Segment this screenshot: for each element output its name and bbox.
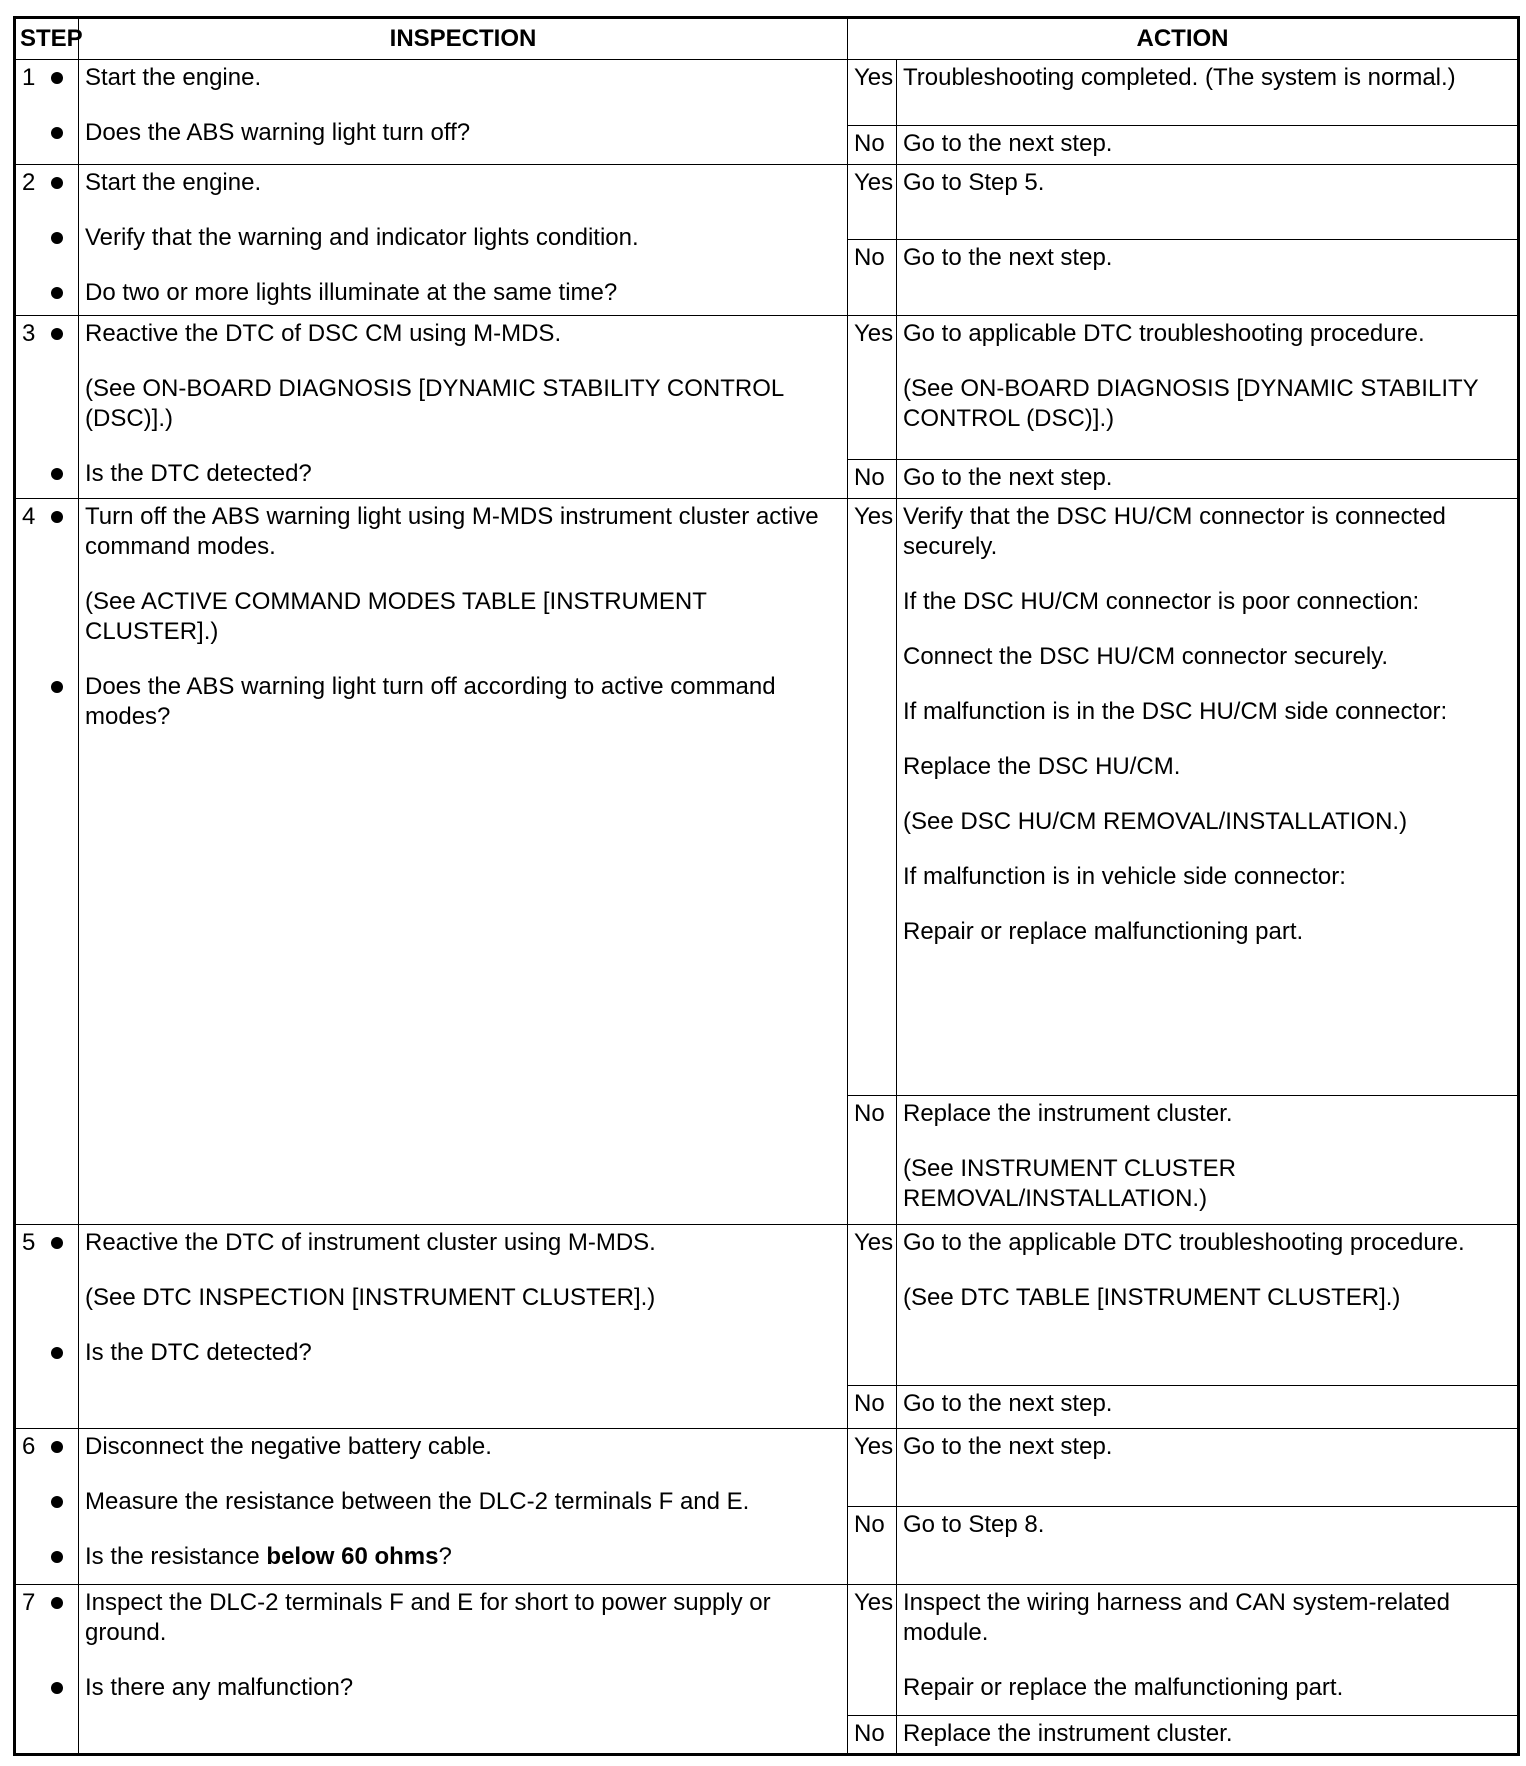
inspection-cell [79, 1429, 848, 1585]
yes-action: Troubleshooting completed. (The system is normal.) [897, 60, 1519, 126]
step-number: 7 [15, 1585, 79, 1755]
no-label: No [848, 240, 897, 315]
no-label: No [848, 1507, 897, 1585]
bullet-icon [51, 287, 63, 299]
no-label: No [848, 1386, 897, 1429]
table-row [15, 315, 1519, 460]
list-item: Does the ABS warning light turn off according to active command modes? [85, 672, 841, 732]
bullet-icon [51, 72, 63, 84]
list-item: Measure the resistance between the DLC-2 terminals F and E. [85, 1487, 841, 1517]
threshold-value: below 60 ohms [266, 1543, 439, 1571]
list-item: Inspect the DLC-2 terminals F and E for short to power supply or ground. [85, 1588, 841, 1648]
list-item: Verify that the warning and indicator lights condition. [85, 223, 841, 253]
list-item: Start the engine. [85, 168, 841, 198]
table-row [15, 499, 1519, 1095]
no-action: Go to the next step. [897, 460, 1519, 499]
list-item: Is there any malfunction? [85, 1673, 841, 1703]
yes-action: Go to applicable DTC troubleshooting procedure. (See ON-BOARD DIAGNOSIS [DYNAMIC STABILITY CONTROL (DSC)].) [897, 315, 1519, 460]
step-number: 3 [15, 315, 79, 499]
list-item: Reactive the DTC of instrument cluster using M-MDS. [85, 1228, 841, 1258]
yes-action: Go to Step 5. [897, 164, 1519, 239]
step-number: 4 [15, 499, 79, 1225]
bullet-icon [51, 468, 63, 480]
yes-action: Go to the next step. [897, 1429, 1519, 1507]
yes-action: Verify that the DSC HU/CM connector is connected securely. If the DSC HU/CM connector is poor connection: Connect the DSC HU/CM connector securely. If malfunction is in the DSC HU/CM side connector: Replace the DSC HU/CM. (See DSC HU/CM REMOVAL/INSTALLATION.) If malfunction is in vehicle side connector: Repair or replace malfunctioning part. [897, 499, 1519, 1095]
inspection-cell [79, 315, 848, 499]
step-number: 1 [15, 60, 79, 165]
bullet-icon [51, 177, 63, 189]
reference-note: (See DTC INSPECTION [INSTRUMENT CLUSTER].) [85, 1284, 656, 1312]
list-item: Start the engine. [85, 63, 841, 93]
bullet-icon [51, 232, 63, 244]
reference-note: (See ON-BOARD DIAGNOSIS [DYNAMIC STABILITY CONTROL (DSC)].) [85, 374, 784, 432]
reference-note: (See ACTIVE COMMAND MODES TABLE [INSTRUMENT CLUSTER].) [85, 588, 707, 646]
yes-label: Yes [848, 60, 897, 126]
no-action: Go to the next step. [897, 125, 1519, 164]
inspection-header: INSPECTION [79, 18, 848, 60]
list-item: Does the ABS warning light turn off? [85, 118, 841, 148]
list-item: Is the resistance below 60 ohms? [85, 1542, 841, 1572]
no-action: Go to the next step. [897, 1386, 1519, 1429]
yes-label: Yes [848, 499, 897, 1095]
no-action: Replace the instrument cluster. [897, 1715, 1519, 1754]
table-row [15, 1585, 1519, 1715]
no-action: Go to Step 8. [897, 1507, 1519, 1585]
inspection-cell [79, 1585, 848, 1755]
no-label: No [848, 460, 897, 499]
no-action: Go to the next step. [897, 240, 1519, 315]
no-label: No [848, 1715, 897, 1754]
bullet-icon [51, 127, 63, 139]
list-item: Disconnect the negative battery cable. [85, 1432, 841, 1462]
no-label: No [848, 125, 897, 164]
table-row [15, 1225, 1519, 1386]
bullet-icon [51, 328, 63, 340]
no-label: No [848, 1095, 897, 1224]
list-item: Do two or more lights illuminate at the same time? [85, 278, 841, 308]
list-item: Is the DTC detected? [85, 459, 841, 489]
yes-label: Yes [848, 315, 897, 460]
yes-label: Yes [848, 164, 897, 239]
action-header: ACTION [848, 18, 1519, 60]
inspection-cell [79, 1225, 848, 1429]
yes-action: Go to the applicable DTC troubleshooting procedure. (See DTC TABLE [INSTRUMENT CLUSTER].) [897, 1225, 1519, 1386]
list-item: Is the DTC detected? [85, 1338, 841, 1368]
table-row [15, 1429, 1519, 1507]
step-number: 5 [15, 1225, 79, 1429]
yes-label: Yes [848, 1585, 897, 1715]
yes-action: Inspect the wiring harness and CAN system-related module. Repair or replace the malfunctioning part. [897, 1585, 1519, 1715]
step-number: 2 [15, 164, 79, 315]
troubleshooting-table [13, 16, 1520, 1756]
step-number: 6 [15, 1429, 79, 1585]
inspection-cell [79, 164, 848, 315]
table-row [15, 60, 1519, 126]
inspection-cell [79, 60, 848, 165]
no-action: Replace the instrument cluster. (See INSTRUMENT CLUSTER REMOVAL/INSTALLATION.) [897, 1095, 1519, 1224]
table-row [15, 164, 1519, 239]
header-row [15, 18, 1519, 60]
list-item: Reactive the DTC of DSC CM using M-MDS. [85, 319, 841, 349]
list-item: Turn off the ABS warning light using M-MDS instrument cluster active command modes. [85, 502, 841, 562]
yes-label: Yes [848, 1429, 897, 1507]
step-header: STEP [15, 18, 79, 60]
yes-label: Yes [848, 1225, 897, 1386]
inspection-cell [79, 499, 848, 1225]
